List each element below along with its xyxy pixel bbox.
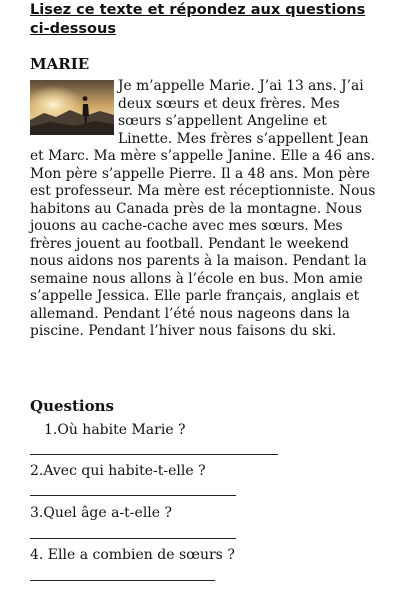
passage-text-block xyxy=(30,78,385,341)
passage-text: Je m’appelle Marie. J’ai 13 ans. J’ai deux sœurs et deux frères. Mes sœurs s’appellent Angeline et Linette. Mes frères s’appellent Jean et Marc. Ma mère s’appelle Janine. Elle a 46 ans. Mon père s’appelle Pierre. Il a 48 ans. Mon père est professeur. Ma mère est réceptionniste. Nous habitons au Canada près de la montagne. Nous jouons au cache-cache avec mes sœurs. Mes frères jouent au football. Pendant le weekend nous aidons nos parents à la maison. Pendant la semaine nous allons à l’école en bus. Mon amie s’appelle Jessica. Elle parle français, anglais et allemand. Pendant l’été nous nageons dans la piscine. Pendant l’hiver nous faisons du ski. xyxy=(30,78,376,339)
question-1: 1.Où habite Marie ? xyxy=(44,422,186,438)
question-3: 3.Quel âge a-t-elle ? xyxy=(30,505,173,521)
answer-line-4[interactable] xyxy=(30,580,215,581)
passage-heading: MARIE xyxy=(30,55,90,73)
photo-text-wrap xyxy=(30,78,118,148)
question-2: 2.Avec qui habite-t-elle ? xyxy=(30,463,206,479)
question-4: 4. Elle a combien de sœurs ? xyxy=(30,547,235,563)
answer-line-1[interactable] xyxy=(30,454,278,455)
answer-line-3[interactable] xyxy=(30,538,236,539)
answer-line-2[interactable] xyxy=(30,495,236,496)
worksheet-instructions: Lisez ce texte et répondez aux questions ci-dessous xyxy=(30,2,366,37)
questions-heading: Questions xyxy=(30,397,114,415)
